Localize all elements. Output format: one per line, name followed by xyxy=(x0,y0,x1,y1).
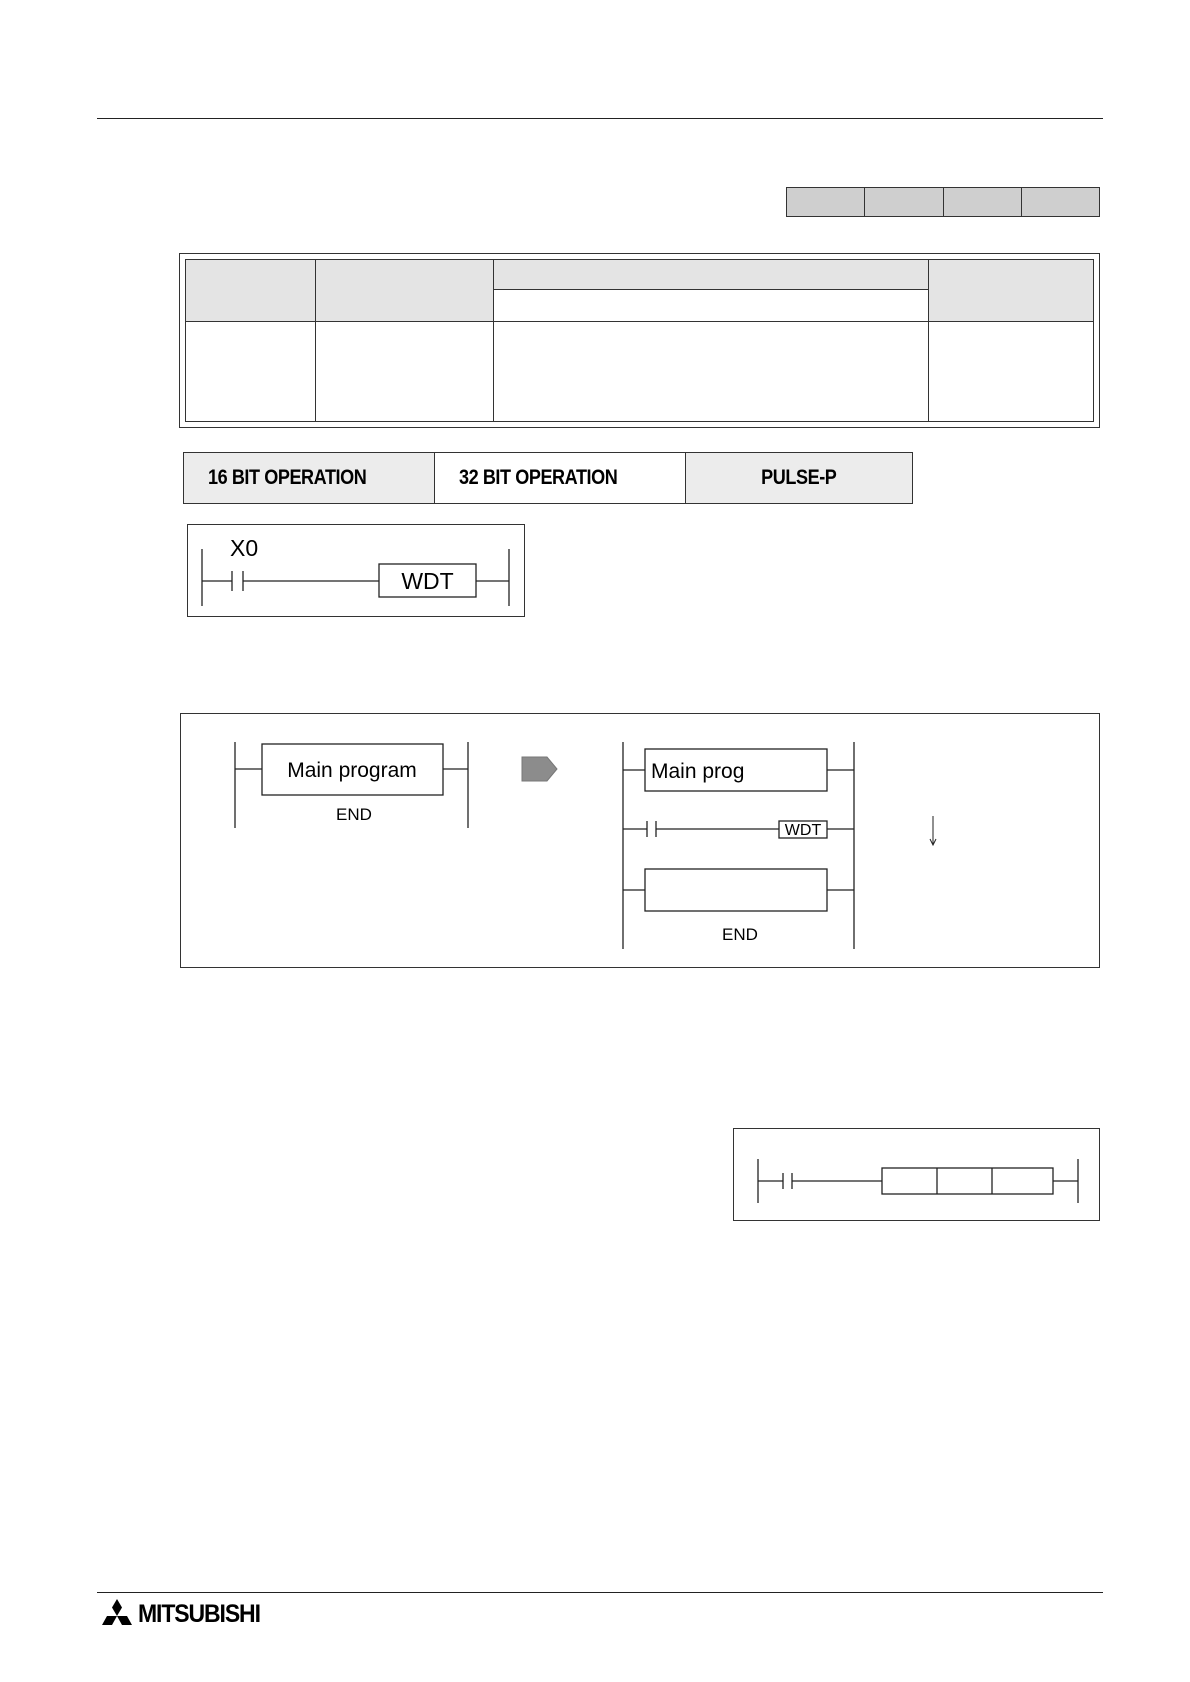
table-header-cell xyxy=(186,260,316,322)
after-main-prog-label: Main prog xyxy=(651,760,745,783)
brand-wordmark: MITSUBISHI xyxy=(138,1599,260,1628)
header-rule xyxy=(97,118,1103,119)
applicability-cell xyxy=(864,188,942,216)
pulse-operation-cell xyxy=(685,453,912,503)
table-header-cell xyxy=(316,260,494,322)
after-remaining-block xyxy=(645,869,827,911)
after-end-label: END xyxy=(722,925,758,944)
bit32-operation-label: 32 BIT OPERATION xyxy=(459,466,618,489)
footer-rule xyxy=(97,1592,1103,1593)
example-ladder-frame xyxy=(187,524,525,617)
before-end-label: END xyxy=(336,805,372,824)
pulse-operation-label: PULSE-P xyxy=(761,466,837,489)
format-instruction-box xyxy=(882,1168,1053,1194)
contact-label-x0: X0 xyxy=(230,535,259,561)
brand-logo xyxy=(100,1598,270,1630)
operation-bar xyxy=(183,452,913,504)
table-cell xyxy=(316,322,494,422)
operand-table xyxy=(179,253,1100,428)
wdt-instruction-label: WDT xyxy=(401,568,454,594)
program-split-frame xyxy=(180,713,1100,968)
bit16-operation-label: 16 BIT OPERATION xyxy=(208,466,367,489)
table-cell xyxy=(929,322,1094,422)
applicability-cell xyxy=(943,188,1021,216)
table-cell xyxy=(494,322,929,422)
table-header-cell xyxy=(494,260,929,290)
table-cell xyxy=(186,322,316,422)
bit32-operation-cell xyxy=(434,453,685,503)
example-ladder-diagram xyxy=(188,525,524,616)
program-split-diagram xyxy=(181,714,1099,967)
right-arrow-icon xyxy=(522,757,557,781)
bit16-operation-cell xyxy=(184,453,434,503)
three-diamonds-icon xyxy=(100,1599,134,1629)
format-ladder-frame xyxy=(733,1128,1100,1221)
format-ladder-diagram xyxy=(734,1129,1099,1220)
applicability-cell xyxy=(787,188,864,216)
applicability-cell xyxy=(1021,188,1099,216)
table-subheader-cell xyxy=(494,290,929,322)
before-main-program-label: Main program xyxy=(287,759,417,782)
applicability-strip xyxy=(786,187,1100,217)
after-wdt-label: WDT xyxy=(784,822,822,839)
table-header-cell xyxy=(929,260,1094,322)
